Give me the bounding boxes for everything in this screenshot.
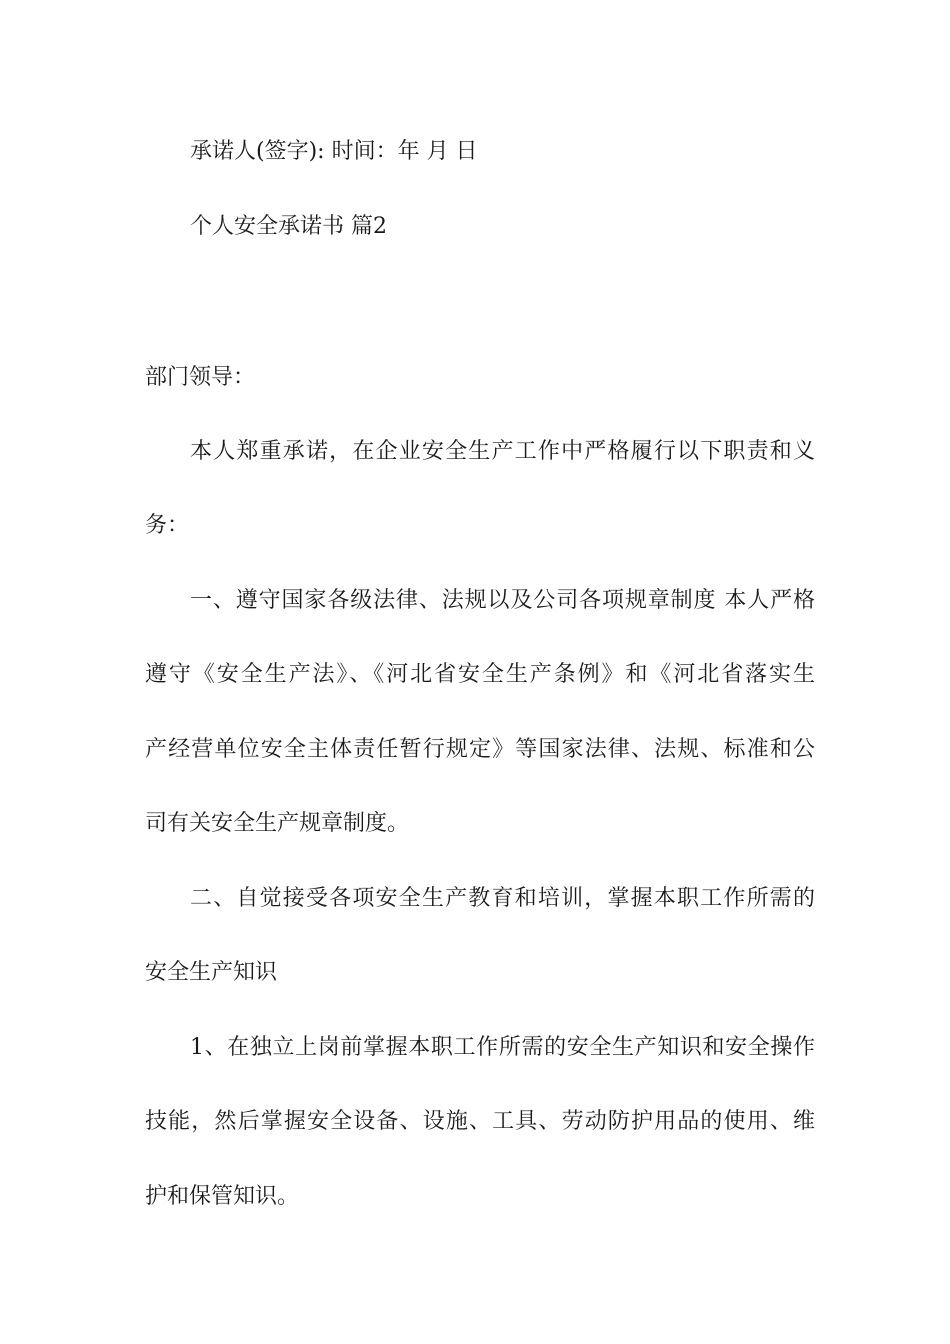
signature-line: 承诺人(签字): 时间：年 月 日 [190, 139, 478, 164]
paragraph-line: 二、自觉接受各项安全生产教育和培训，掌握本职工作所需的 [190, 886, 815, 911]
paragraph-line: 本人郑重承诺，在企业安全生产工作中严格履行以下职责和义 [190, 439, 815, 464]
paragraph-line: 安全生产知识 [145, 960, 278, 985]
section-title: 个人安全承诺书 篇2 [190, 214, 387, 239]
paragraph-line: 护和保管知识。 [145, 1184, 300, 1209]
paragraph-line: 产经营单位安全主体责任暂行规定》等国家法律、法规、标准和公 [145, 737, 815, 762]
paragraph-line: 技能，然后掌握安全设备、设施、工具、劳动防护用品的使用、维 [145, 1109, 815, 1134]
paragraph-line: 1、在独立上岗前掌握本职工作所需的安全生产知识和安全操作 [190, 1035, 815, 1060]
paragraph-line: 司有关安全生产规章制度。 [145, 811, 410, 836]
paragraph-line: 遵守《安全生产法》、《河北省安全生产条例》和《河北省落实生 [145, 662, 815, 687]
paragraph-line: 务： [145, 513, 190, 538]
salutation: 部门领导： [145, 365, 256, 390]
paragraph-line: 一、遵守国家各级法律、法规以及公司各项规章制度 本人严格 [190, 588, 815, 613]
